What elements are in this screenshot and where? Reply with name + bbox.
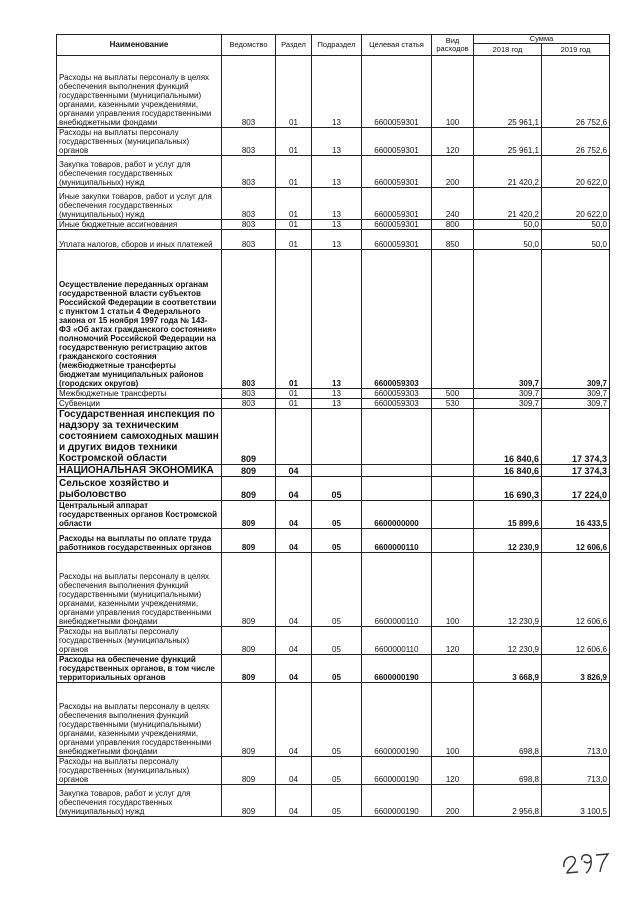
row-amount-2019: 309,7 [542, 250, 610, 389]
row-subsection: 13 [312, 389, 362, 399]
row-target: 6600059301 [362, 156, 432, 188]
table-row [57, 188, 610, 220]
row-amount-2018: 12 230,9 [474, 627, 542, 655]
row-amount-2019: 713,0 [542, 757, 610, 785]
header-target: Целевая статья [362, 35, 432, 56]
row-target: 6600059301 [362, 188, 432, 220]
row-name: Иные закупки товаров, работ и услуг для обеспечения государственных (муниципальных) нужд [57, 188, 222, 220]
row-dept: 809 [222, 501, 276, 529]
header-subsection: Подраздел [312, 35, 362, 56]
row-target: 6600059303 [362, 399, 432, 409]
row-section: 04 [276, 477, 312, 501]
row-amount-2018: 15 899,6 [474, 501, 542, 529]
row-amount-2018: 309,7 [474, 399, 542, 409]
row-name: Центральный аппарат государственных органов Костромской области [57, 501, 222, 529]
table-row [57, 501, 610, 529]
table-row [57, 409, 610, 465]
row-target: 6600000110 [362, 627, 432, 655]
row-target: 6600059301 [362, 220, 432, 230]
row-amount-2018: 309,7 [474, 250, 542, 389]
row-name: Уплата налогов, сборов и иных платежей [57, 230, 222, 250]
row-subsection: 05 [312, 501, 362, 529]
row-target: 6600059303 [362, 389, 432, 399]
row-amount-2019: 3 100,5 [542, 785, 610, 817]
row-subsection: 13 [312, 399, 362, 409]
table-row [57, 757, 610, 785]
row-subsection: 05 [312, 655, 362, 683]
row-dept: 803 [222, 250, 276, 389]
row-exp-type [432, 655, 474, 683]
row-dept: 809 [222, 683, 276, 757]
row-dept: 809 [222, 785, 276, 817]
row-subsection: 05 [312, 553, 362, 627]
table-row [57, 529, 610, 553]
row-amount-2019: 50,0 [542, 230, 610, 250]
row-amount-2019: 309,7 [542, 399, 610, 409]
row-name: Субвенции [57, 399, 222, 409]
row-exp-type: 100 [432, 56, 474, 128]
row-subsection: 05 [312, 627, 362, 655]
row-amount-2019: 17 224,0 [542, 477, 610, 501]
row-amount-2019: 26 752,6 [542, 56, 610, 128]
row-subsection [312, 409, 362, 465]
row-target: 6600059301 [362, 128, 432, 156]
row-target: 6600059303 [362, 250, 432, 389]
row-section: 04 [276, 553, 312, 627]
row-section: 04 [276, 785, 312, 817]
table-row [57, 156, 610, 188]
row-section: 01 [276, 220, 312, 230]
row-amount-2018: 2 956,8 [474, 785, 542, 817]
row-amount-2018: 16 840,6 [474, 465, 542, 477]
row-dept: 803 [222, 230, 276, 250]
row-subsection: 05 [312, 785, 362, 817]
row-name: Расходы на обеспечение функций государственных органов, в том числе территориальных органов [57, 655, 222, 683]
row-exp-type [432, 477, 474, 501]
table-row [57, 477, 610, 501]
row-section: 04 [276, 757, 312, 785]
row-exp-type: 240 [432, 188, 474, 220]
row-amount-2019: 12 606,6 [542, 553, 610, 627]
row-target: 6600000110 [362, 529, 432, 553]
row-target: 6600059301 [362, 56, 432, 128]
header-section: Раздел [276, 35, 312, 56]
row-target: 6600000110 [362, 553, 432, 627]
row-dept: 803 [222, 188, 276, 220]
row-amount-2018: 3 668,9 [474, 655, 542, 683]
row-amount-2019: 309,7 [542, 389, 610, 399]
table-row [57, 230, 610, 250]
row-name: Сельское хозяйство и рыболовство [57, 477, 222, 501]
row-name: НАЦИОНАЛЬНАЯ ЭКОНОМИКА [57, 465, 222, 477]
table-row [57, 683, 610, 757]
page-number-handwritten [560, 845, 616, 875]
row-section: 01 [276, 56, 312, 128]
row-dept: 803 [222, 389, 276, 399]
row-exp-type [432, 465, 474, 477]
row-amount-2019: 16 433,5 [542, 501, 610, 529]
row-name: Расходы на выплаты персоналу в целях обеспечения выполнения функций государственными (муниципальными) органами, казенными учреждениями, органами управления государственными внебюджетными фондами [57, 56, 222, 128]
row-dept: 809 [222, 409, 276, 465]
row-target: 6600000190 [362, 757, 432, 785]
row-subsection: 13 [312, 220, 362, 230]
row-dept: 809 [222, 655, 276, 683]
row-exp-type: 200 [432, 785, 474, 817]
row-amount-2019: 12 606,6 [542, 529, 610, 553]
row-subsection: 13 [312, 128, 362, 156]
row-dept: 809 [222, 757, 276, 785]
row-section: 01 [276, 389, 312, 399]
row-dept: 803 [222, 128, 276, 156]
row-name: Расходы на выплаты по оплате труда работников государственных органов [57, 529, 222, 553]
row-amount-2018: 698,8 [474, 757, 542, 785]
row-exp-type: 100 [432, 683, 474, 757]
row-exp-type: 530 [432, 399, 474, 409]
table-row [57, 250, 610, 389]
row-exp-type [432, 529, 474, 553]
row-target [362, 465, 432, 477]
row-name: Расходы на выплаты персоналу в целях обеспечения выполнения функций государственными (муниципальными) органами, казенными учреждениями, органами управления государственными внебюджетными фондами [57, 683, 222, 757]
header-exp-type: Вид расходов [432, 35, 474, 56]
row-section: 04 [276, 627, 312, 655]
row-amount-2018: 16 690,3 [474, 477, 542, 501]
table-row [57, 399, 610, 409]
table-row [57, 465, 610, 477]
row-dept: 803 [222, 220, 276, 230]
budget-table [56, 34, 610, 817]
header-amount: Сумма [474, 35, 610, 44]
row-target: 6600000190 [362, 655, 432, 683]
row-target: 6600000000 [362, 501, 432, 529]
row-section: 01 [276, 156, 312, 188]
row-amount-2019: 3 826,9 [542, 655, 610, 683]
row-amount-2019: 713,0 [542, 683, 610, 757]
row-section: 04 [276, 465, 312, 477]
header-dept: Ведомство [222, 35, 276, 56]
row-name: Осуществление переданных органам государственной власти субъектов Российской Федерации в соответствии с пунктом 1 статьи 4 Федерального закона от 15 ноября 1997 года № 143-ФЗ «Об актах гражданского состояния» полномочий Российской Федерации на государственную регистрацию актов гражданского состояния (межбюджетные трансферты бюджетам муниципальных районов (городских округов) [57, 250, 222, 389]
row-dept: 803 [222, 56, 276, 128]
row-exp-type: 500 [432, 389, 474, 399]
row-name: Закупка товаров, работ и услуг для обеспечения государственных (муниципальных) нужд [57, 785, 222, 817]
row-amount-2018: 21 420,2 [474, 188, 542, 220]
table-row [57, 128, 610, 156]
row-subsection: 05 [312, 477, 362, 501]
row-target: 6600000190 [362, 785, 432, 817]
row-amount-2019: 26 752,6 [542, 128, 610, 156]
row-dept: 809 [222, 553, 276, 627]
row-exp-type: 120 [432, 128, 474, 156]
row-amount-2019: 20 622,0 [542, 188, 610, 220]
row-target: 6600059301 [362, 230, 432, 250]
row-name: Закупка товаров, работ и услуг для обеспечения государственных (муниципальных) нужд [57, 156, 222, 188]
row-exp-type: 200 [432, 156, 474, 188]
table-row [57, 553, 610, 627]
row-amount-2019: 20 622,0 [542, 156, 610, 188]
row-amount-2018: 25 961,1 [474, 128, 542, 156]
row-subsection: 05 [312, 529, 362, 553]
row-dept: 809 [222, 477, 276, 501]
row-amount-2018: 21 420,2 [474, 156, 542, 188]
table-row [57, 785, 610, 817]
row-amount-2019: 17 374,3 [542, 409, 610, 465]
row-section: 01 [276, 128, 312, 156]
row-dept: 803 [222, 156, 276, 188]
row-name: Расходы на выплаты персоналу государственных (муниципальных) органов [57, 757, 222, 785]
row-section: 04 [276, 655, 312, 683]
row-target [362, 477, 432, 501]
row-amount-2018: 16 840,6 [474, 409, 542, 465]
row-amount-2019: 12 606,6 [542, 627, 610, 655]
row-subsection: 05 [312, 683, 362, 757]
row-amount-2018: 50,0 [474, 230, 542, 250]
row-section: 01 [276, 230, 312, 250]
row-subsection [312, 465, 362, 477]
table-body [57, 56, 610, 817]
row-section: 04 [276, 529, 312, 553]
row-exp-type: 100 [432, 553, 474, 627]
row-exp-type [432, 409, 474, 465]
table-row [57, 389, 610, 399]
row-amount-2018: 12 230,9 [474, 529, 542, 553]
table-row [57, 655, 610, 683]
row-exp-type: 800 [432, 220, 474, 230]
row-section: 04 [276, 683, 312, 757]
row-section: 01 [276, 188, 312, 220]
row-exp-type: 120 [432, 757, 474, 785]
row-subsection: 13 [312, 230, 362, 250]
table-header [57, 35, 610, 56]
row-exp-type: 850 [432, 230, 474, 250]
row-name: Государственная инспекция по надзору за техническим состоянием самоходных машин и других видов техники Костромской области [57, 409, 222, 465]
row-dept: 809 [222, 529, 276, 553]
row-amount-2019: 17 374,3 [542, 465, 610, 477]
row-section: 01 [276, 250, 312, 389]
row-dept: 809 [222, 465, 276, 477]
row-section: 01 [276, 399, 312, 409]
row-subsection: 05 [312, 757, 362, 785]
header-year-2018: 2018 год [474, 44, 542, 56]
row-name: Иные бюджетные ассигнования [57, 220, 222, 230]
table-row [57, 56, 610, 128]
row-exp-type: 120 [432, 627, 474, 655]
row-amount-2018: 309,7 [474, 389, 542, 399]
table-row [57, 627, 610, 655]
row-name: Расходы на выплаты персоналу государственных (муниципальных) органов [57, 627, 222, 655]
row-amount-2018: 698,8 [474, 683, 542, 757]
row-exp-type [432, 501, 474, 529]
row-name: Расходы на выплаты персоналу государственных (муниципальных) органов [57, 128, 222, 156]
row-name: Межбюджетные трансферты [57, 389, 222, 399]
row-subsection: 13 [312, 156, 362, 188]
row-amount-2018: 25 961,1 [474, 56, 542, 128]
row-name: Расходы на выплаты персоналу в целях обеспечения выполнения функций государственными (муниципальными) органами, казенными учреждениями, органами управления государственными внебюджетными фондами [57, 553, 222, 627]
row-dept: 809 [222, 627, 276, 655]
row-target: 6600000190 [362, 683, 432, 757]
row-dept: 803 [222, 399, 276, 409]
row-subsection: 13 [312, 250, 362, 389]
row-section: 04 [276, 501, 312, 529]
header-name: Наименование [57, 35, 222, 56]
row-target [362, 409, 432, 465]
table-row [57, 220, 610, 230]
header-year-2019: 2019 год [542, 44, 610, 56]
row-exp-type [432, 250, 474, 389]
row-amount-2019: 50,0 [542, 220, 610, 230]
row-section [276, 409, 312, 465]
row-subsection: 13 [312, 188, 362, 220]
row-amount-2018: 12 230,9 [474, 553, 542, 627]
row-subsection: 13 [312, 56, 362, 128]
row-amount-2018: 50,0 [474, 220, 542, 230]
